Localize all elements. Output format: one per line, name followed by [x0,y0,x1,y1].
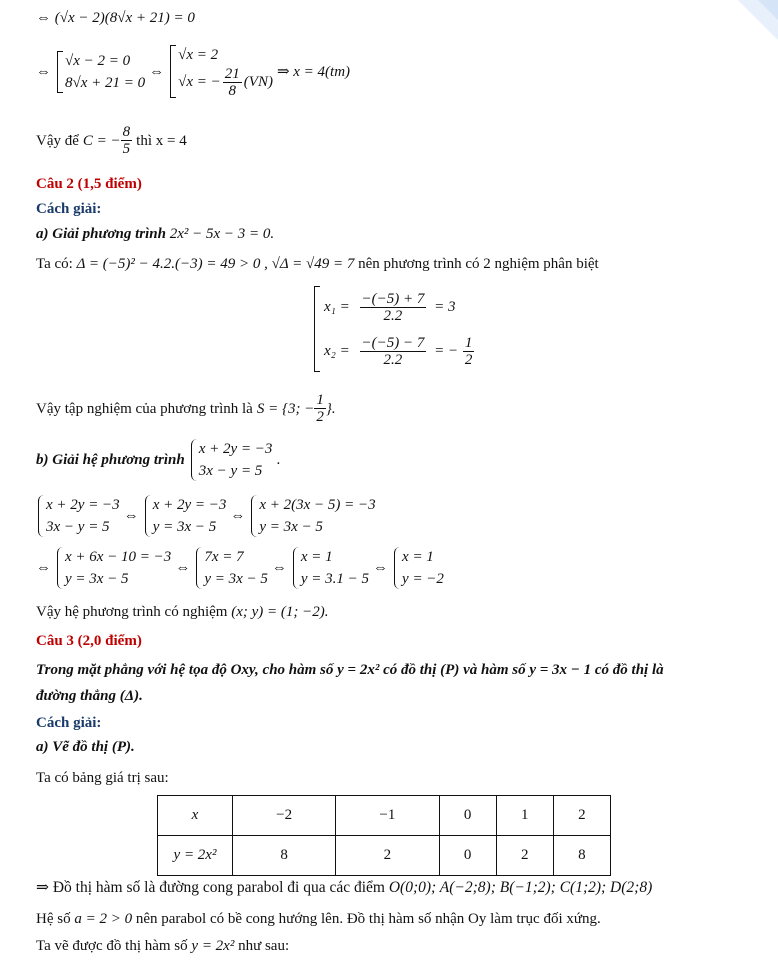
table-header-x: x [158,796,233,836]
question-3-prompt-line1: Trong mặt phẳng với hệ tọa độ Oxy, cho hàm số y = 2x² có đồ thị (P) và hàm số y = 3x − 1 có đồ thị là [36,662,664,678]
corner-decoration [708,0,778,50]
coefficient-line: Hệ số a = 2 > 0 nên parabol có bề cong hướng lên. Đồ thị hàm số nhận Oy làm trục đối xứng. [36,911,601,927]
table-header-y: y = 2x² [158,836,233,876]
system-steps-1: x + 2y = −3 3x − y = 5 ⇔ x + 2y = −3 y = 3x − 5 ⇔ x + 2(3x − 5) = −3 y = 3x − 5 [36,494,380,538]
table-intro: Ta có bảng giá trị sau: [36,770,169,786]
value-table [157,795,611,876]
question-2b-title: b) Giải hệ phương trình x + 2y = −3 3x − y = 5 . [36,438,284,482]
question-3a-title: a) Vẽ đồ thị (P). [36,739,135,755]
case-result: ⇒ x = 4(tm) [276,63,351,80]
solution-set: Vậy tập nghiệm của phương trình là S = {3; − $\frac{1}{2}$ }. [36,392,336,425]
roots-bracket: x₁ = $\frac{-(-5) + 7}{2.2}$ = 3 x₂ = $\frac{-(-5) - 7}{2.2}$ = − $\frac{1}{2}$ [312,285,478,373]
table-row [158,796,611,836]
system-steps-2: ⇔ x + 6x − 10 = −3 y = 3x − 5 ⇔ 7x = 7 y = 3x − 5 ⇔ x = 1 y = 3.1 − 5 ⇔ x = 1 y = −2 [36,546,448,590]
delta-line: Ta có: Δ = (−5)² − 4.2.(−3) = 49 > 0 , √Δ = √49 = 7 nên phương trình có 2 nghiệm phân biệt [36,256,599,272]
table-cell: 2 [336,836,439,876]
question-2a-title: a) Giải phương trình 2x² − 5x − 3 = 0. [36,226,275,242]
case-bracket-2: √x = 2 √x = − $\frac{21}{8}$ (VN) [168,44,273,99]
table-row [158,836,611,876]
intro-conclusion: Vậy để C = − $\frac{8}{5}$ thì x = 4 [36,124,187,157]
points-line: ⇒ Đồ thị hàm số là đường cong parabol đi qua các điểm O(0;0); A(−2;8); B(−1;2); C(1;2); D(2;8) [36,879,653,896]
factored-equation: ⇔ (√x − 2)(8√x + 21) = 0 [36,10,195,26]
case-bracket-1: √x − 2 = 0 8√x + 21 = 0 [55,50,145,94]
table-cell: 0 [439,836,496,876]
table-cell: 2 [553,796,610,836]
draw-line: Ta vẽ được đồ thị hàm số y = 2x² như sau: [36,938,290,954]
table-cell: 8 [553,836,610,876]
question-2-method: Cách giải: [36,201,102,217]
table-cell: −2 [233,796,336,836]
question-3-heading: Câu 3 (2,0 điểm) [36,633,142,649]
case-split: ⇔ √x − 2 = 0 8√x + 21 = 0 ⇔ √x = 2 √x = − $\frac{21}{8}$ (VN) ⇒ x = 4(tm) [36,44,354,99]
system-conclusion: Vậy hệ phương trình có nghiệm (x; y) = (1; −2). [36,604,329,620]
question-2-heading: Câu 2 (1,5 điểm) [36,176,142,192]
table-cell: 0 [439,796,496,836]
table-cell: −1 [336,796,439,836]
table-cell: 2 [496,836,553,876]
table-cell: 8 [233,836,336,876]
question-3-prompt-line2: đường thẳng (Δ). [36,688,143,704]
question-3-method: Cách giải: [36,715,102,731]
table-cell: 1 [496,796,553,836]
